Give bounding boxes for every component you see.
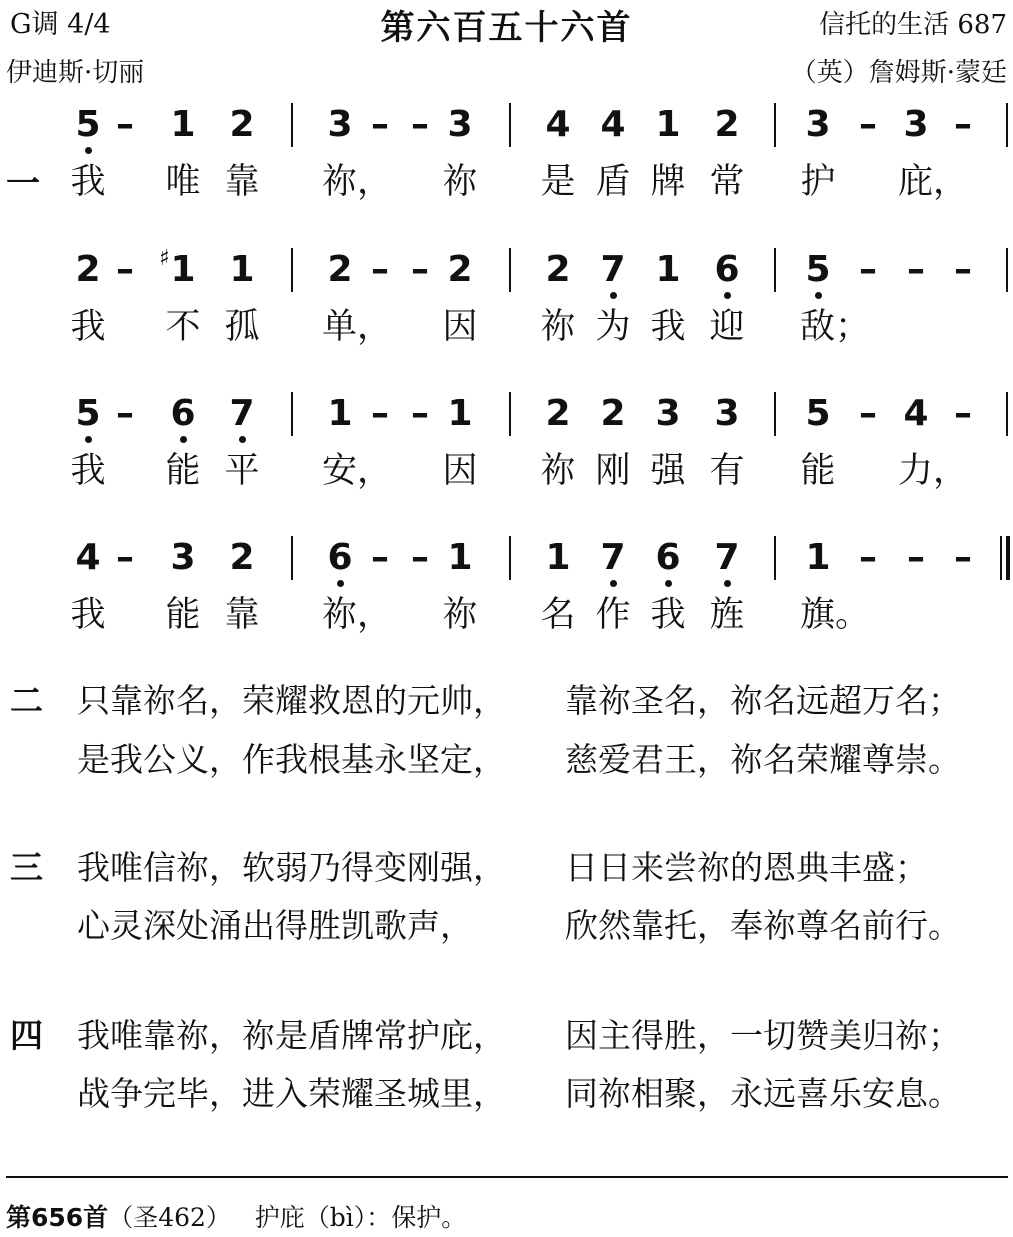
note-s2-3: 1 ♯ — [159, 246, 196, 290]
note-s2-6: – — [371, 249, 389, 290]
note-s2-12: 6 — [707, 250, 747, 290]
lyric-s4-8: 祢 — [442, 595, 478, 635]
barline — [291, 536, 293, 580]
lyric-s2-13: 敌； — [800, 307, 871, 347]
note-s2-15: – — [907, 249, 925, 290]
note-s3-12: 3 — [714, 393, 740, 434]
lyric-s3-3: 能 — [165, 451, 201, 491]
note-s4-7: – — [411, 537, 429, 578]
octave-dot — [85, 147, 92, 154]
lyric-s2-10: 为 — [595, 307, 631, 347]
final-barline — [1006, 536, 1010, 580]
note-s3-5: 1 — [327, 393, 353, 434]
note-s4-9: 1 — [545, 537, 571, 578]
octave-dot — [610, 292, 617, 299]
note-s4-10: 7 — [593, 538, 633, 578]
note-s3-7: – — [411, 393, 429, 434]
barline — [291, 248, 293, 292]
note-s3-9: 2 — [545, 393, 571, 434]
barline — [1006, 392, 1008, 436]
note-s1-15: 3 — [903, 104, 929, 145]
lyric-s1-11: 牌 — [650, 162, 686, 202]
note-s1-14: – — [859, 104, 877, 145]
lyric-s3-10: 刚 — [595, 451, 631, 491]
note-s1-16: – — [954, 104, 972, 145]
note-s2-1: 2 — [75, 249, 101, 290]
lyric-s3-11: 强 — [650, 451, 686, 491]
octave-dot — [724, 580, 731, 587]
lyric-s4-13: 旗。 — [800, 595, 871, 635]
verse-2-line-2-a: 是我公义，作我根基永坚定， — [77, 740, 506, 779]
verse-number-1: 一 — [6, 164, 40, 204]
footer-hymn-number: 第656首 — [6, 1203, 109, 1232]
lyric-s4-4: 靠 — [224, 595, 260, 635]
barline — [1006, 248, 1008, 292]
lyric-s1-1: 我 — [70, 162, 106, 202]
lyric-s3-12: 有 — [709, 451, 745, 491]
note-s4-5: 6 — [320, 538, 360, 578]
note-s2-5: 2 — [327, 249, 353, 290]
lyricist: 伊迪斯·切丽 — [6, 58, 145, 88]
note-s4-1: 4 — [75, 537, 101, 578]
verse-2-line-1-a: 只靠祢名，荣耀救恩的元帅， — [77, 681, 506, 720]
lyric-s1-12: 常 — [709, 162, 745, 202]
note-s4-16: – — [954, 537, 972, 578]
footnote — [6, 1198, 466, 1234]
note-s3-11: 3 — [655, 393, 681, 434]
lyric-s3-4: 平 — [224, 451, 260, 491]
verse-3-line-2-a: 心灵深处涌出得胜凯歌声， — [77, 906, 473, 945]
note-s3-4: 7 — [222, 394, 262, 434]
verse-2-line-1-b: 靠祢圣名，祢名远超万名； — [565, 681, 961, 720]
lyric-s3-9: 祢 — [540, 451, 576, 491]
verse-number-3: 三 — [10, 848, 43, 887]
barline — [509, 248, 511, 292]
lyric-s2-5: 单， — [322, 307, 393, 347]
barline — [1000, 536, 1002, 580]
lyric-s1-10: 盾 — [595, 162, 631, 202]
lyric-s4-11: 我 — [650, 595, 686, 635]
lyric-s2-4: 孤 — [224, 307, 260, 347]
verse-3-line-1-a: 我唯信祢，软弱乃得变刚强， — [77, 848, 506, 887]
verse-4-line-2-a: 战争完毕，进入荣耀圣城里， — [77, 1074, 506, 1113]
book-reference: 信托的生活 687 — [819, 10, 1007, 40]
note-s4-14: – — [859, 537, 877, 578]
note-s1-7: – — [411, 104, 429, 145]
lyric-s3-15: 力， — [898, 451, 969, 491]
barline — [509, 536, 511, 580]
footer-reference: （圣462） — [108, 1203, 231, 1232]
note-s2-9: 2 — [545, 249, 571, 290]
note-s3-1: 5 — [68, 394, 108, 434]
verse-number-4: 四 — [10, 1016, 43, 1055]
lyric-s3-5: 安， — [322, 451, 393, 491]
hymn-title: 第六百五十六首 — [380, 8, 633, 48]
lyric-s2-8: 因 — [442, 307, 478, 347]
verse-number-2: 二 — [10, 681, 43, 720]
lyric-s1-8: 祢 — [442, 162, 478, 202]
lyric-s1-4: 靠 — [224, 162, 260, 202]
note-s3-2: – — [116, 393, 134, 434]
lyric-s2-11: 我 — [650, 307, 686, 347]
note-s2-8: 2 — [447, 249, 473, 290]
barline — [774, 248, 776, 292]
note-s1-12: 2 — [714, 104, 740, 145]
note-s4-15: – — [907, 537, 925, 578]
note-s4-13: 1 — [805, 537, 831, 578]
lyric-s4-3: 能 — [165, 595, 201, 635]
barline — [774, 103, 776, 147]
verse-4-line-1-a: 我唯靠祢，祢是盾牌常护庇， — [77, 1016, 506, 1055]
note-s1-5: 3 — [327, 104, 353, 145]
barline — [509, 392, 511, 436]
verse-4-line-1-b: 因主得胜，一切赞美归祢； — [565, 1016, 961, 1055]
lyric-s3-13: 能 — [800, 451, 836, 491]
note-s2-11: 1 — [655, 249, 681, 290]
note-s2-7: – — [411, 249, 429, 290]
lyric-s4-12: 旌 — [709, 595, 745, 635]
note-s3-6: – — [371, 393, 389, 434]
octave-dot — [724, 292, 731, 299]
note-s3-15: 4 — [903, 393, 929, 434]
lyric-s2-1: 我 — [70, 307, 106, 347]
note-s3-13: 5 — [805, 393, 831, 434]
verse-4-line-2-b: 同祢相聚，永远喜乐安息。 — [565, 1074, 961, 1113]
lyric-s2-12: 迎 — [709, 307, 745, 347]
note-s4-12: 7 — [707, 538, 747, 578]
note-s4-11: 6 — [648, 538, 688, 578]
lyric-s4-1: 我 — [70, 595, 106, 635]
octave-dot — [610, 580, 617, 587]
note-s1-10: 4 — [600, 104, 626, 145]
lyric-s1-13: 护 — [800, 162, 836, 202]
barline — [774, 392, 776, 436]
note-s2-14: – — [859, 249, 877, 290]
barline — [291, 103, 293, 147]
note-s1-9: 4 — [545, 104, 571, 145]
lyric-s4-10: 作 — [595, 595, 631, 635]
note-s3-10: 2 — [600, 393, 626, 434]
note-s3-16: – — [954, 393, 972, 434]
octave-dot — [665, 580, 672, 587]
note-s2-16: – — [954, 249, 972, 290]
lyric-s1-9: 是 — [540, 162, 576, 202]
barline — [509, 103, 511, 147]
barline — [291, 392, 293, 436]
note-s1-1: 5 — [68, 105, 108, 145]
verse-3-line-1-b: 日日来尝祢的恩典丰盛； — [565, 848, 928, 887]
key-signature: G调 4/4 — [10, 9, 111, 40]
note-s4-2: – — [116, 537, 134, 578]
sharp-sign: ♯ — [159, 246, 170, 271]
lyric-s2-9: 祢 — [540, 307, 576, 347]
octave-dot — [180, 436, 187, 443]
note-s4-3: 3 — [170, 537, 196, 578]
lyric-s3-1: 我 — [70, 451, 106, 491]
note-s1-2: – — [116, 104, 134, 145]
note-s1-3: 1 — [170, 104, 196, 145]
octave-dot — [815, 292, 822, 299]
verse-3-line-2-b: 欣然靠托，奉祢尊名前行。 — [565, 906, 961, 945]
lyric-s3-8: 因 — [442, 451, 478, 491]
octave-dot — [337, 580, 344, 587]
lyric-s1-5: 祢， — [322, 162, 393, 202]
lyric-s2-3: 不 — [165, 307, 201, 347]
note-s2-10: 7 — [593, 250, 633, 290]
footer-note: 护庇（bì）：保护。 — [254, 1203, 467, 1232]
note-s2-4: 1 — [229, 249, 255, 290]
note-s3-3: 6 — [163, 394, 203, 434]
note-s1-13: 3 — [805, 104, 831, 145]
composer: （英）詹姆斯·蒙廷 — [790, 58, 1007, 88]
lyric-s1-3: 唯 — [165, 162, 201, 202]
note-s4-6: – — [371, 537, 389, 578]
lyric-s4-9: 名 — [540, 595, 576, 635]
octave-dot — [239, 436, 246, 443]
note-s4-4: 2 — [229, 537, 255, 578]
note-s4-8: 1 — [447, 537, 473, 578]
barline — [1006, 103, 1008, 147]
note-s1-11: 1 — [655, 104, 681, 145]
note-s2-2: – — [116, 249, 134, 290]
barline — [774, 536, 776, 580]
lyric-s4-5: 祢， — [322, 595, 393, 635]
note-s3-8: 1 — [447, 393, 473, 434]
note-s2-13: 5 — [798, 250, 838, 290]
note-s3-14: – — [859, 393, 877, 434]
octave-dot — [85, 436, 92, 443]
note-s1-6: – — [371, 104, 389, 145]
footer-divider — [6, 1176, 1008, 1178]
verse-2-line-2-b: 慈爱君王，祢名荣耀尊崇。 — [565, 740, 961, 779]
note-s1-4: 2 — [229, 104, 255, 145]
note-s1-8: 3 — [447, 104, 473, 145]
lyric-s1-15: 庇， — [898, 162, 969, 202]
